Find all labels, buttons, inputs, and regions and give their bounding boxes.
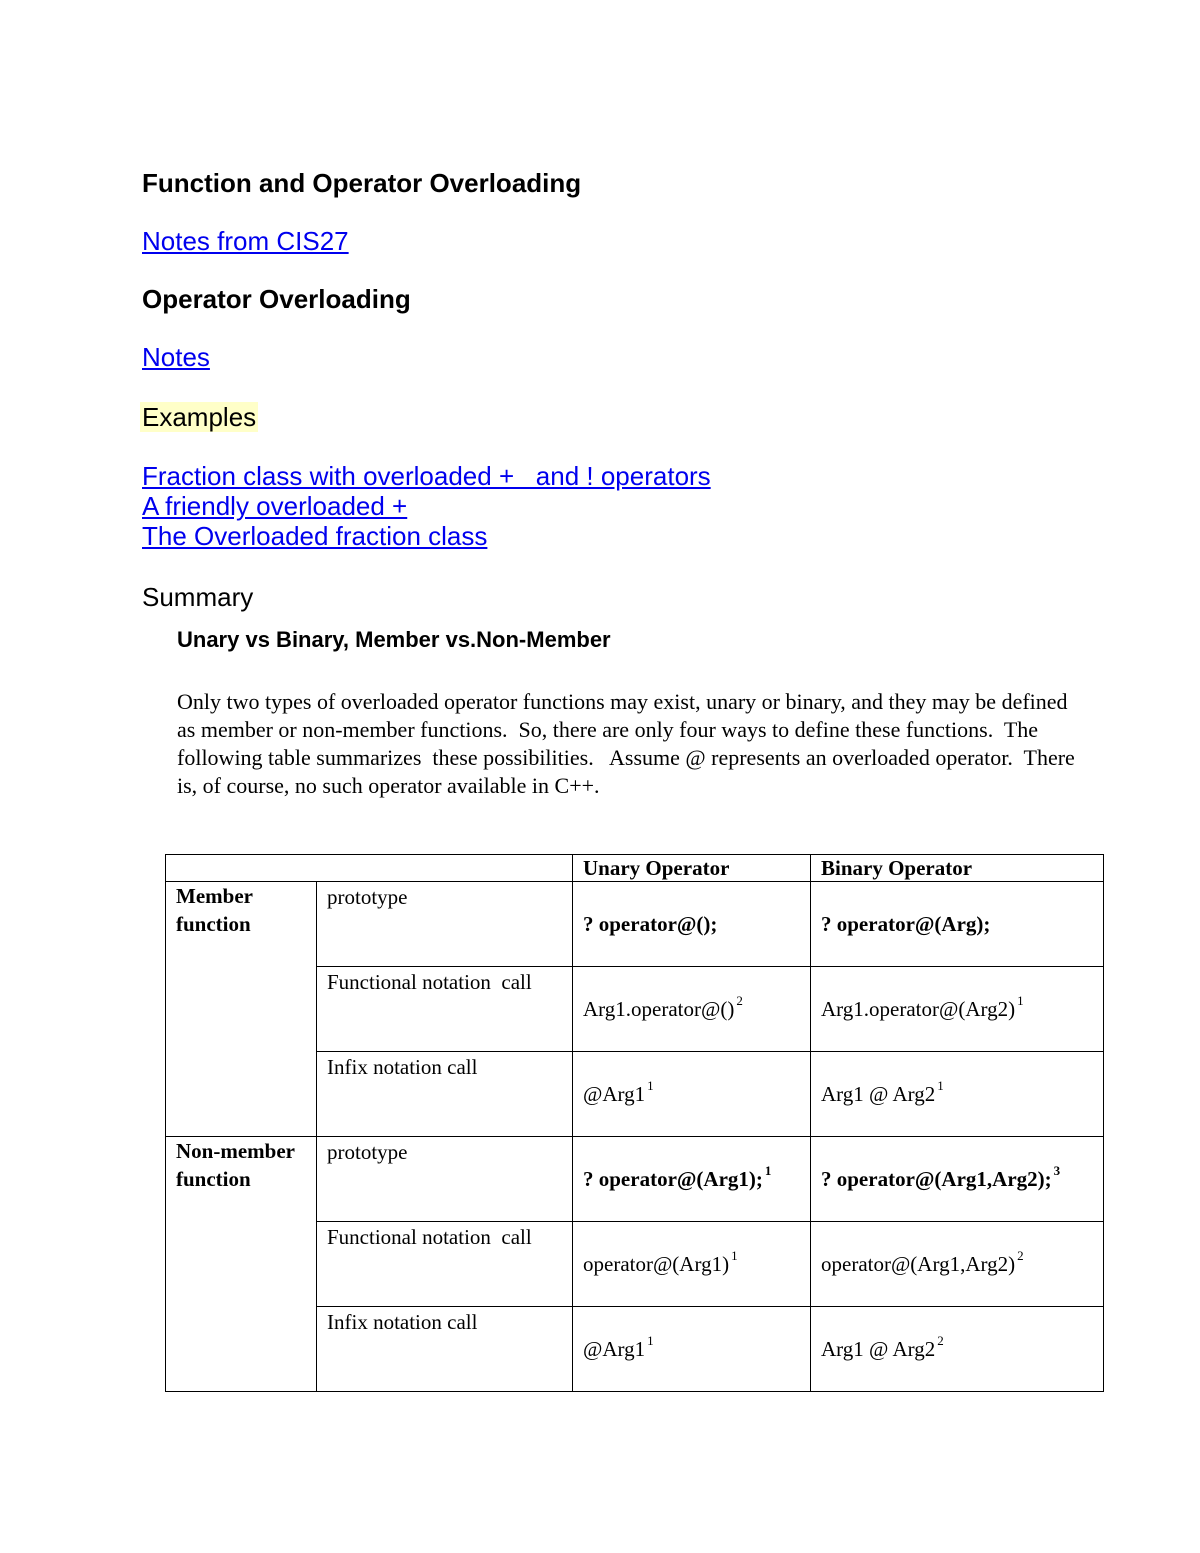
- table-header-row: [166, 855, 1104, 882]
- cell-unary: [573, 967, 811, 1052]
- footnote-mark: 1: [647, 1077, 654, 1093]
- footnote-mark: 1: [937, 1077, 944, 1093]
- footnote-mark: 2: [1017, 1247, 1024, 1263]
- cell-text: operator@(Arg1): [583, 1251, 730, 1276]
- cell-text: ? operator@(Arg1,Arg2);: [821, 1166, 1052, 1191]
- row-label: Infix notation call: [317, 1307, 573, 1392]
- cell-text: Arg1 @ Arg2: [821, 1081, 936, 1106]
- header-unary-operator: Unary Operator: [573, 855, 811, 882]
- cell-text: Arg1.operator@(Arg2): [821, 996, 1016, 1021]
- page-title: Function and Operator Overloading: [142, 168, 582, 198]
- row-label: Infix notation call: [317, 1052, 573, 1137]
- row-label: prototype: [317, 882, 573, 967]
- footnote-mark: 1: [764, 1162, 772, 1178]
- footnote-mark: 1: [647, 1332, 654, 1348]
- cell-binary: [811, 1222, 1104, 1307]
- link-fraction-class-overloaded[interactable]: Fraction class with overloaded + and ! operators: [142, 461, 711, 491]
- cell-binary: [811, 1137, 1104, 1222]
- link-notes[interactable]: Notes: [142, 342, 210, 372]
- link-notes-cis27[interactable]: Notes from CIS27: [142, 226, 349, 256]
- header-binary-operator: Binary Operator: [811, 855, 1104, 882]
- section-title-operator-overloading: Operator Overloading: [142, 284, 411, 314]
- cell-binary: [811, 1307, 1104, 1392]
- summary-heading: Summary: [142, 582, 254, 612]
- link-friendly-overloaded-plus[interactable]: A friendly overloaded +: [142, 491, 408, 521]
- cell-text: Arg1.operator@(): [583, 996, 735, 1021]
- cell-text: Arg1 @ Arg2: [821, 1336, 936, 1361]
- table-row: [166, 1137, 1104, 1222]
- row-label: prototype: [317, 1137, 573, 1222]
- group-non-member-function: Non-member function: [166, 1137, 317, 1392]
- summary-subheading: Unary vs Binary, Member vs.Non-Member: [177, 627, 611, 652]
- cell-text: ? operator@();: [583, 911, 718, 936]
- footnote-mark: 3: [1053, 1162, 1061, 1178]
- cell-binary: [811, 882, 1104, 967]
- cell-text: ? operator@(Arg1);: [583, 1166, 763, 1191]
- cell-text: @Arg1: [583, 1336, 646, 1361]
- table-header-empty: [166, 855, 573, 882]
- cell-unary: [573, 1222, 811, 1307]
- cell-text: operator@(Arg1,Arg2): [821, 1251, 1016, 1276]
- footnote-mark: 1: [1017, 992, 1024, 1008]
- group-member-function: Member function: [166, 882, 317, 1137]
- examples-label: Examples: [142, 402, 257, 432]
- row-label: Functional notation call: [317, 1222, 573, 1307]
- cell-binary: [811, 1052, 1104, 1137]
- operator-summary-table: [165, 854, 1104, 1392]
- row-label: Functional notation call: [317, 967, 573, 1052]
- cell-binary: [811, 967, 1104, 1052]
- cell-unary: [573, 882, 811, 967]
- examples-heading: [140, 402, 258, 433]
- cell-unary: [573, 1052, 811, 1137]
- link-overloaded-fraction-class[interactable]: The Overloaded fraction class: [142, 521, 488, 551]
- footnote-mark: 2: [736, 992, 743, 1008]
- table-row: [166, 882, 1104, 967]
- cell-text: ? operator@(Arg);: [821, 911, 991, 936]
- summary-paragraph: Only two types of overloaded operator functions may exist, unary or binary, and they may be defined as member or non-member functions. So, there are only four ways to define these functions. The following table summarizes these possibilities. Assume @ represents an overloaded operator. There is, of course, no such operator available in C++.: [177, 689, 1081, 798]
- footnote-mark: 1: [731, 1247, 738, 1263]
- footnote-mark: 2: [937, 1332, 944, 1348]
- cell-unary: [573, 1307, 811, 1392]
- cell-unary: [573, 1137, 811, 1222]
- cell-text: @Arg1: [583, 1081, 646, 1106]
